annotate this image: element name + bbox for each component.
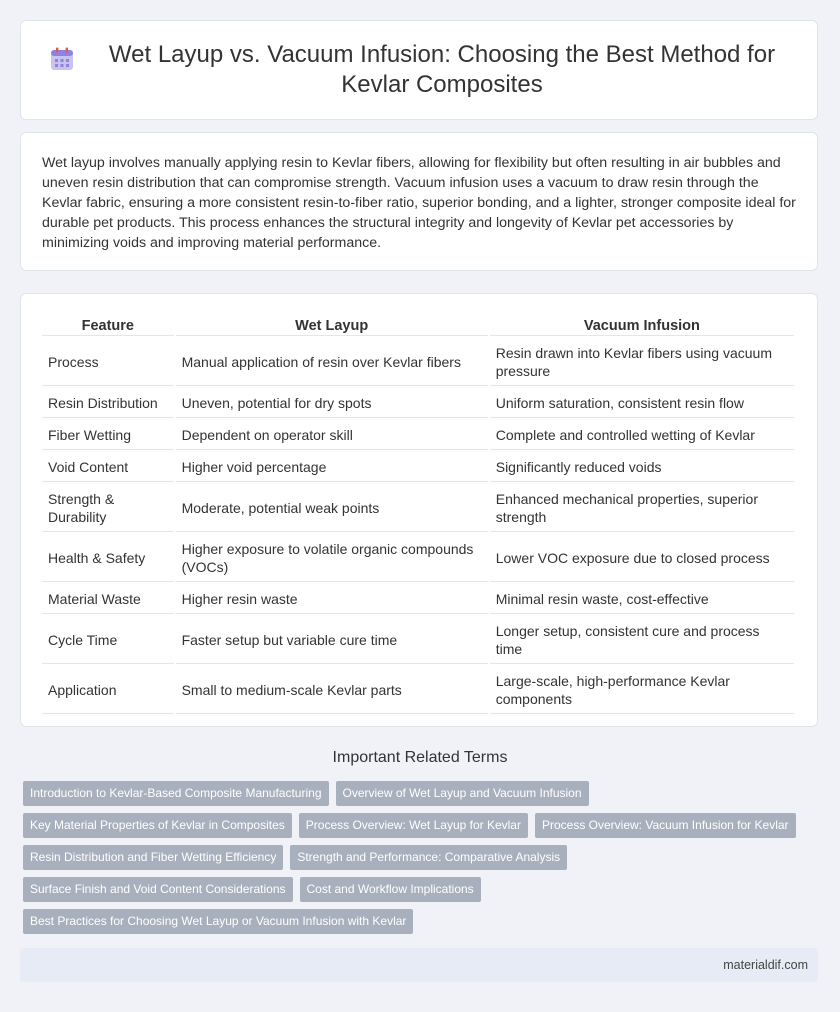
wet-layup-cell: Higher void percentage: [176, 452, 488, 482]
comparison-table: [40, 314, 796, 716]
wet-layup-cell: Faster setup but variable cure time: [176, 616, 488, 664]
table-header-row: [42, 316, 794, 336]
vacuum-infusion-cell: Significantly reduced voids: [490, 452, 794, 482]
title-card: [20, 20, 818, 120]
header-feature: Feature: [42, 316, 174, 336]
table-row: [42, 584, 794, 614]
vacuum-infusion-cell: Resin drawn into Kevlar fibers using vacuum pressure: [490, 338, 794, 386]
table-row: [42, 452, 794, 482]
vacuum-infusion-cell: Lower VOC exposure due to closed process: [490, 534, 794, 582]
page-title: Wet Layup vs. Vacuum Infusion: Choosing the Best Method for Kevlar Composites: [108, 41, 776, 98]
intro-card: [20, 132, 818, 271]
wet-layup-cell: Higher resin waste: [176, 584, 488, 614]
table-row: [42, 484, 794, 532]
footer-site-link[interactable]: materialdif.com: [723, 958, 808, 972]
wet-layup-cell: Moderate, potential weak points: [176, 484, 488, 532]
related-term-tag[interactable]: Introduction to Kevlar-Based Composite Manufacturing: [23, 781, 329, 806]
feature-cell: Strength & Durability: [42, 484, 174, 532]
calendar-icon: [49, 46, 75, 72]
wet-layup-cell: Manual application of resin over Kevlar fibers: [176, 338, 488, 386]
related-terms-heading: Important Related Terms: [332, 749, 508, 766]
footer: [20, 948, 818, 982]
wet-layup-cell: Small to medium-scale Kevlar parts: [176, 666, 488, 714]
wet-layup-cell: Higher exposure to volatile organic compounds (VOCs): [176, 534, 488, 582]
table-row: [42, 616, 794, 664]
vacuum-infusion-cell: Large-scale, high-performance Kevlar components: [490, 666, 794, 714]
related-term-tag[interactable]: Best Practices for Choosing Wet Layup or Vacuum Infusion with Kevlar: [23, 909, 413, 934]
feature-cell: Resin Distribution: [42, 388, 174, 418]
feature-cell: Material Waste: [42, 584, 174, 614]
table-row: [42, 420, 794, 450]
intro-paragraph: Wet layup involves manually applying resin to Kevlar fibers, allowing for flexibility but often resulting in air bubbles and uneven resin distribution that can compromise strength. Vacuum infusion uses a vacuum to draw resin through the Kevlar fabric, ensuring a more consistent resin-to-fiber ratio, superior bonding, and a lighter, stronger composite ideal for durable pet products. This process enhances the structural integrity and longevity of Kevlar pet accessories by minimizing voids and improving material performance.: [42, 155, 796, 251]
table-row: [42, 666, 794, 714]
title-wrap: [49, 40, 789, 100]
related-term-tag[interactable]: Strength and Performance: Comparative Analysis: [290, 845, 567, 870]
comparison-table-card: [20, 293, 818, 727]
table-row: [42, 534, 794, 582]
feature-cell: Process: [42, 338, 174, 386]
related-term-tag[interactable]: Process Overview: Wet Layup for Kevlar: [299, 813, 528, 838]
table-row: [42, 338, 794, 386]
vacuum-infusion-cell: Longer setup, consistent cure and process time: [490, 616, 794, 664]
related-term-tag[interactable]: Resin Distribution and Fiber Wetting Efficiency: [23, 845, 283, 870]
wet-layup-cell: Dependent on operator skill: [176, 420, 488, 450]
related-terms-list: [23, 781, 813, 934]
related-term-tag[interactable]: Key Material Properties of Kevlar in Composites: [23, 813, 292, 838]
vacuum-infusion-cell: Enhanced mechanical properties, superior strength: [490, 484, 794, 532]
vacuum-infusion-cell: Uniform saturation, consistent resin flow: [490, 388, 794, 418]
related-term-tag[interactable]: Cost and Workflow Implications: [300, 877, 481, 902]
wet-layup-cell: Uneven, potential for dry spots: [176, 388, 488, 418]
related-term-tag[interactable]: Overview of Wet Layup and Vacuum Infusion: [336, 781, 589, 806]
feature-cell: Fiber Wetting: [42, 420, 174, 450]
table-row: [42, 388, 794, 418]
feature-cell: Application: [42, 666, 174, 714]
header-wet-layup: Wet Layup: [176, 316, 488, 336]
header-vacuum-infusion: Vacuum Infusion: [490, 316, 794, 336]
vacuum-infusion-cell: Minimal resin waste, cost-effective: [490, 584, 794, 614]
feature-cell: Void Content: [42, 452, 174, 482]
related-term-tag[interactable]: Process Overview: Vacuum Infusion for Kevlar: [535, 813, 796, 838]
vacuum-infusion-cell: Complete and controlled wetting of Kevlar: [490, 420, 794, 450]
feature-cell: Cycle Time: [42, 616, 174, 664]
related-term-tag[interactable]: Surface Finish and Void Content Considerations: [23, 877, 293, 902]
feature-cell: Health & Safety: [42, 534, 174, 582]
